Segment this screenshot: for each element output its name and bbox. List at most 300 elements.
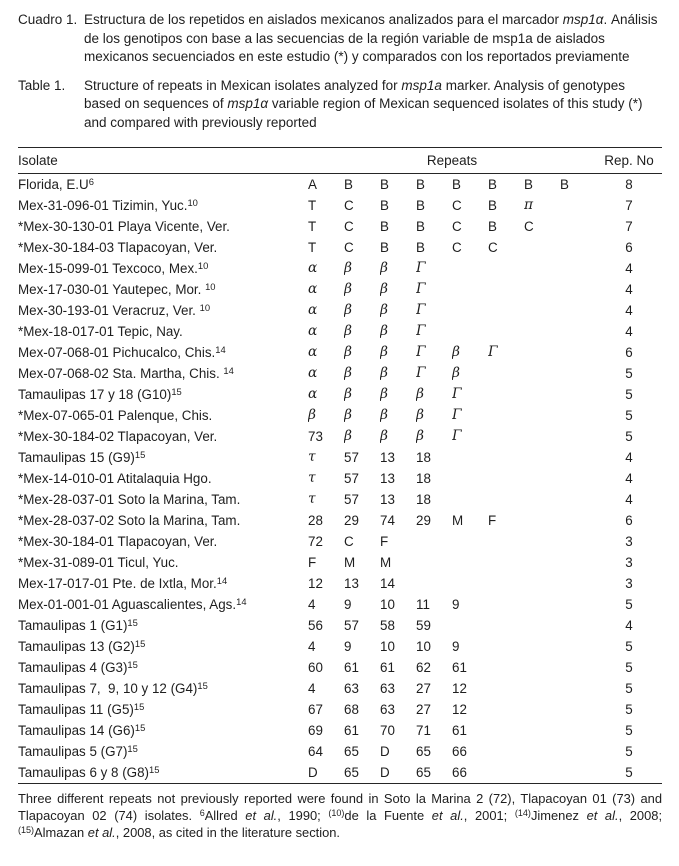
isolate-name: Mex-17-030-01 Yautepec, Mor.: [18, 282, 206, 297]
repeat-cell: [560, 552, 596, 573]
isolate-name: Tamaulipas 4 (G3): [18, 660, 128, 675]
repeat-cell: β: [380, 323, 388, 339]
repeat-cell: 57: [344, 450, 359, 465]
rep-no-cell: 5: [625, 408, 633, 423]
repeat-cell: [524, 720, 560, 741]
isolate-name: Tamaulipas 17 y 18 (G10): [18, 387, 172, 402]
caption-english: [18, 77, 662, 133]
repeat-cell: 66: [452, 744, 467, 759]
isolate-cell: [18, 279, 308, 300]
repeat-cell: [524, 363, 560, 384]
table-row: [18, 762, 662, 784]
repeat-cell: 65: [344, 744, 359, 759]
rep-no-cell: 5: [625, 723, 633, 738]
repeat-cell: [488, 762, 524, 784]
table-footnote: Three different repeats not previously reported were found in Soto la Marina 2 (72), Tlapacoyan 01 (73) and Tlapacoyan 02 (74) isolates. $^6$Allred et al., 1990; $^{(10)}$de la Fuente et al., 2001; $^{(14)}$Jimenez et al., 2008; $^{(15)}$Almazan et al., 2008, as cited in the literature section.: [18, 791, 663, 840]
repeat-cell: [560, 426, 596, 447]
isolate-superscript: 15: [127, 743, 138, 754]
isolate-name: *Mex-28-037-01 Soto la Marina, Tam.: [18, 492, 241, 507]
repeat-cell: [524, 741, 560, 762]
isolate-cell: [18, 195, 308, 216]
repeat-cell: 27: [416, 702, 431, 717]
rep-no-cell: 4: [625, 618, 633, 633]
repeat-cell: 13: [380, 450, 395, 465]
repeat-cell: β: [380, 260, 388, 276]
repeat-cell: [524, 321, 560, 342]
repeat-cell: 74: [380, 513, 395, 528]
repeat-cell: β: [344, 386, 352, 402]
rep-no-cell: 4: [625, 450, 633, 465]
isolate-cell: [18, 531, 308, 552]
table-row: [18, 468, 662, 489]
repeat-cell: β: [380, 365, 388, 381]
repeat-cell: [524, 384, 560, 405]
caption-spanish-text: Estructura de los repetidos en aislados mexicanos analizados para el marcador msp1α. Análisis de los genotipos con base a las secuencias de la región variable de msp1a de aislados mexicanos secuenciados en este estudio (*) y comparados con los reportados previamente: [84, 12, 658, 64]
repeat-cell: 61: [452, 660, 467, 675]
isolate-name: Tamaulipas 6 y 8 (G8): [18, 765, 149, 780]
isolate-name: *Mex-28-037-02 Soto la Marina, Tam.: [18, 513, 241, 528]
isolate-name: Tamaulipas 11 (G5): [18, 702, 134, 717]
isolate-superscript: 15: [127, 659, 138, 670]
isolate-cell: [18, 552, 308, 573]
repeat-cell: B: [380, 240, 389, 255]
repeat-cell: [452, 552, 488, 573]
repeat-cell: [524, 279, 560, 300]
isolate-name: *Mex-18-017-01 Tepic, Nay.: [18, 324, 183, 339]
isolate-name: *Mex-14-010-01 Atitalaquia Hgo.: [18, 471, 212, 486]
repeat-cell: β: [452, 365, 460, 381]
repeat-cell: B: [416, 219, 425, 234]
isolate-cell: [18, 384, 308, 405]
repeat-cell: [560, 699, 596, 720]
table-row: [18, 342, 662, 363]
table-row: [18, 552, 662, 573]
table-row: [18, 594, 662, 615]
isolate-name: Mex-15-099-01 Texcoco, Mex.: [18, 261, 198, 276]
rep-no-cell: 4: [625, 324, 633, 339]
repeat-cell: B: [344, 177, 353, 192]
repeat-cell: 4: [308, 639, 316, 654]
isolate-name: *Mex-30-184-03 Tlapacoyan, Ver.: [18, 240, 218, 255]
repeat-cell: T: [308, 219, 317, 234]
repeat-cell: β: [380, 302, 388, 318]
isolate-name: Mex-17-017-01 Pte. de Ixtla, Mor.: [18, 576, 217, 591]
repeat-cell: D: [380, 765, 390, 780]
isolate-superscript: 15: [134, 638, 146, 649]
table-row: [18, 489, 662, 510]
repeat-cell: [488, 636, 524, 657]
caption-spanish-label: Cuadro 1.: [18, 12, 78, 27]
repeat-cell: 10: [416, 639, 431, 654]
repeat-cell: [560, 279, 596, 300]
repeat-cell: Γ: [488, 344, 498, 360]
repeat-cell: F: [380, 534, 389, 549]
repeat-cell: τ: [308, 491, 316, 507]
isolate-cell: [18, 174, 308, 196]
repeat-cell: Γ: [416, 344, 426, 360]
rep-no-cell: 5: [625, 387, 633, 402]
repeat-cell: [452, 573, 488, 594]
repeat-cell: [524, 300, 560, 321]
repeat-cell: [524, 636, 560, 657]
isolate-cell: [18, 426, 308, 447]
repeat-cell: π: [524, 197, 534, 213]
repeat-cell: α: [308, 323, 318, 339]
isolate-name: Tamaulipas 13 (G2): [18, 639, 135, 654]
repeat-cell: [452, 615, 488, 636]
repeat-cell: 14: [380, 576, 395, 591]
repeat-cell: C: [452, 219, 462, 234]
isolate-superscript: 6: [88, 176, 94, 187]
repeat-cell: β: [416, 428, 424, 444]
table-row: [18, 741, 662, 762]
isolate-name: Mex-31-096-01 Tizimin, Yuc.: [18, 198, 188, 213]
repeat-cell: β: [344, 302, 352, 318]
repeat-cell: 57: [344, 471, 359, 486]
repeat-cell: 12: [452, 681, 467, 696]
repeat-cell: β: [380, 407, 388, 423]
repeat-cell: C: [488, 240, 498, 255]
repeat-cell: β: [416, 386, 424, 402]
rep-no-cell: 6: [625, 345, 633, 360]
isolate-superscript: 14: [223, 365, 234, 376]
repeat-cell: Γ: [416, 281, 426, 297]
repeat-cell: [524, 678, 560, 699]
rep-no-cell: 4: [625, 471, 633, 486]
repeat-cell: [524, 342, 560, 363]
repeat-cell: B: [524, 177, 533, 192]
repeat-cell: [452, 489, 488, 510]
repeat-cell: 4: [308, 597, 316, 612]
repeat-cell: [524, 615, 560, 636]
rep-no-cell: 4: [625, 492, 633, 507]
rep-no-cell: 5: [625, 765, 633, 780]
repeat-cell: 27: [416, 681, 431, 696]
repeat-cell: B: [416, 177, 425, 192]
rep-no-cell: 3: [625, 555, 633, 570]
isolate-superscript: 14: [215, 344, 226, 355]
repeat-cell: Γ: [452, 407, 462, 423]
repeat-cell: β: [380, 428, 388, 444]
repeat-cell: 70: [380, 723, 395, 738]
repeat-cell: M: [344, 555, 356, 570]
isolate-name: Tamaulipas 14 (G6): [18, 723, 135, 738]
repeat-cell: [560, 258, 596, 279]
repeat-cell: 4: [308, 681, 316, 696]
repeat-cell: β: [416, 407, 424, 423]
repeat-cell: [560, 741, 596, 762]
repeat-cell: 29: [416, 513, 431, 528]
rep-no-cell: 4: [625, 303, 633, 318]
table-row: [18, 174, 662, 196]
rep-no-cell: 5: [625, 744, 633, 759]
repeat-cell: 13: [380, 471, 395, 486]
repeat-cell: [524, 657, 560, 678]
repeat-cell: B: [452, 177, 461, 192]
table-row: [18, 426, 662, 447]
isolate-name: *Mex-30-184-01 Tlapacoyan, Ver.: [18, 534, 218, 549]
caption-spanish: [18, 11, 662, 67]
repeat-cell: [524, 552, 560, 573]
repeat-cell: [488, 615, 524, 636]
isolate-cell: [18, 699, 308, 720]
isolate-cell: [18, 300, 308, 321]
repeat-cell: [416, 531, 452, 552]
repeat-cell: 64: [308, 744, 323, 759]
repeat-cell: 13: [344, 576, 359, 591]
repeat-cell: 66: [452, 765, 467, 780]
isolate-superscript: 15: [127, 617, 138, 628]
repeat-cell: M: [452, 513, 464, 528]
repeat-cell: [560, 573, 596, 594]
rep-no-cell: 5: [625, 366, 633, 381]
table-row: [18, 300, 662, 321]
repeat-cell: [452, 531, 488, 552]
repeat-cell: Γ: [452, 428, 462, 444]
table-row: [18, 321, 662, 342]
repeat-cell: F: [308, 555, 317, 570]
table-header-row: [18, 148, 662, 174]
rep-no-cell: 8: [625, 177, 633, 192]
repeat-cell: [524, 510, 560, 531]
repeat-cell: β: [344, 323, 352, 339]
repeat-cell: β: [344, 428, 352, 444]
rep-no-cell: 5: [625, 702, 633, 717]
column-header-isolate: Isolate: [18, 148, 308, 174]
repeat-cell: [452, 468, 488, 489]
repeat-cell: [524, 405, 560, 426]
repeat-cell: Γ: [452, 386, 462, 402]
isolate-superscript: 15: [134, 722, 146, 733]
table-row: [18, 510, 662, 531]
repeat-cell: [452, 300, 488, 321]
column-header-rep-no: Rep. No: [596, 148, 662, 174]
repeat-cell: B: [416, 240, 425, 255]
repeat-cell: 10: [380, 597, 395, 612]
repeat-cell: 58: [380, 618, 395, 633]
isolate-name: Mex-01-001-01 Aguascalientes, Ags.: [18, 597, 237, 612]
repeat-cell: Γ: [416, 302, 426, 318]
repeat-cell: [560, 489, 596, 510]
repeat-cell: β: [452, 344, 460, 360]
repeat-cell: B: [488, 177, 497, 192]
rep-no-cell: 7: [625, 219, 633, 234]
repeat-cell: C: [344, 534, 354, 549]
repeat-cell: 62: [416, 660, 431, 675]
repeat-cell: B: [416, 198, 425, 213]
repeat-cell: β: [380, 281, 388, 297]
isolate-name: Tamaulipas 15 (G9): [18, 450, 135, 465]
repeat-cell: [488, 300, 524, 321]
repeat-cell: B: [488, 219, 497, 234]
repeat-cell: 13: [380, 492, 395, 507]
repeat-cell: 63: [380, 681, 395, 696]
isolate-cell: [18, 258, 308, 279]
table-row: [18, 447, 662, 468]
table-row: [18, 216, 662, 237]
repeat-cell: α: [308, 344, 318, 360]
repeat-cell: [488, 741, 524, 762]
repeat-cell: 18: [416, 450, 431, 465]
isolate-cell: [18, 762, 308, 784]
isolate-cell: [18, 657, 308, 678]
repeat-cell: β: [380, 344, 388, 360]
repeat-cell: [524, 594, 560, 615]
repeat-cell: [488, 552, 524, 573]
isolate-cell: [18, 363, 308, 384]
rep-no-cell: 7: [625, 198, 633, 213]
repeat-cell: 65: [416, 765, 431, 780]
isolate-cell: [18, 447, 308, 468]
repeat-cell: 65: [416, 744, 431, 759]
isolate-cell: [18, 594, 308, 615]
rep-no-cell: 5: [625, 639, 633, 654]
table-row: [18, 258, 662, 279]
repeat-cell: β: [344, 365, 352, 381]
repeat-cell: β: [380, 386, 388, 402]
repeat-cell: [524, 699, 560, 720]
repeat-cell: 65: [344, 765, 359, 780]
repeat-cell: 12: [452, 702, 467, 717]
rep-no-cell: 5: [625, 597, 633, 612]
repeat-cell: α: [308, 386, 318, 402]
repeat-cell: [560, 720, 596, 741]
repeat-cell: [488, 573, 524, 594]
repeat-cell: [488, 678, 524, 699]
isolate-cell: [18, 720, 308, 741]
table-row: [18, 195, 662, 216]
repeat-cell: 12: [308, 576, 323, 591]
rep-no-cell: 4: [625, 261, 633, 276]
repeat-cell: [560, 594, 596, 615]
repeat-cell: B: [560, 177, 569, 192]
repeat-cell: C: [452, 198, 462, 213]
repeat-cell: 71: [416, 723, 431, 738]
repeat-cell: α: [308, 260, 318, 276]
table-row: [18, 678, 662, 699]
repeat-cell: [524, 426, 560, 447]
isolate-superscript: 15: [197, 680, 208, 691]
repeat-cell: [524, 573, 560, 594]
repeat-cell: [488, 279, 524, 300]
isolate-name: Tamaulipas 1 (G1): [18, 618, 128, 633]
repeat-cell: α: [308, 365, 318, 381]
isolate-name: *Mex-07-065-01 Palenque, Chis.: [18, 408, 213, 423]
repeat-cell: 63: [380, 702, 395, 717]
repeat-cell: [560, 762, 596, 784]
repeat-cell: [488, 699, 524, 720]
caption-english-label: Table 1.: [18, 77, 66, 93]
repeat-cell: [488, 720, 524, 741]
repeat-cell: 73: [308, 429, 323, 444]
table-row: [18, 363, 662, 384]
repeat-cell: [488, 258, 524, 279]
column-header-repeats: Repeats: [308, 148, 596, 174]
repeat-cell: [560, 405, 596, 426]
isolate-superscript: 10: [199, 302, 211, 313]
repeat-cell: F: [488, 513, 497, 528]
repeat-cell: C: [452, 240, 462, 255]
repeat-cell: 61: [452, 723, 467, 738]
isolate-cell: [18, 489, 308, 510]
repeat-cell: [452, 258, 488, 279]
repeat-cell: 9: [452, 639, 460, 654]
rep-no-cell: 5: [625, 681, 633, 696]
repeat-cell: C: [524, 219, 534, 234]
isolate-superscript: 15: [171, 386, 182, 397]
table-row: [18, 720, 662, 741]
repeat-cell: β: [308, 407, 316, 423]
repeat-cell: [560, 447, 596, 468]
isolate-name: Mex-07-068-01 Pichucalco, Chis.: [18, 345, 216, 360]
repeat-cell: 61: [344, 660, 359, 675]
repeat-cell: C: [344, 240, 354, 255]
repeat-cell: 68: [344, 702, 359, 717]
repeat-cell: [560, 237, 596, 258]
isolate-superscript: 10: [187, 197, 198, 208]
isolate-name: Florida, E.U: [18, 177, 89, 192]
repeat-cell: [488, 489, 524, 510]
isolate-superscript: 15: [133, 701, 145, 712]
repeat-cell: [488, 447, 524, 468]
repeat-cell: [560, 636, 596, 657]
isolate-cell: [18, 237, 308, 258]
isolate-cell: [18, 468, 308, 489]
repeat-cell: [488, 363, 524, 384]
isolate-name: Tamaulipas 7, 9, 10 y 12 (G4): [18, 681, 198, 696]
repeat-cell: 61: [380, 660, 395, 675]
repeat-cell: [452, 447, 488, 468]
table-row: [18, 405, 662, 426]
rep-no-cell: 5: [625, 660, 633, 675]
repeat-cell: [524, 489, 560, 510]
repeat-cell: 9: [452, 597, 460, 612]
caption-english-text: Structure of repeats in Mexican isolates analyzed for msp1a marker. Analysis of genotypes based on sequences of msp1α variable region of Mexican sequenced isolates of this study (*) and compared with previously reported: [84, 77, 643, 130]
repeat-cell: 72: [308, 534, 323, 549]
rep-no-cell: 5: [625, 429, 633, 444]
repeats-table: [18, 147, 662, 784]
repeat-cell: C: [344, 198, 354, 213]
repeat-cell: [488, 531, 524, 552]
table-row: [18, 615, 662, 636]
repeat-cell: β: [344, 344, 352, 360]
isolate-name: *Mex-31-089-01 Ticul, Yuc.: [18, 555, 179, 570]
repeat-cell: [524, 468, 560, 489]
isolate-name: Mex-07-068-02 Sta. Martha, Chis.: [18, 366, 224, 381]
repeat-cell: β: [344, 407, 352, 423]
repeat-cell: [560, 531, 596, 552]
repeat-cell: 56: [308, 618, 323, 633]
repeat-cell: [560, 321, 596, 342]
table-row: [18, 657, 662, 678]
isolate-superscript: 15: [148, 764, 160, 775]
repeat-cell: 67: [308, 702, 323, 717]
repeat-cell: D: [380, 744, 390, 759]
repeat-cell: 63: [344, 681, 359, 696]
isolate-cell: [18, 678, 308, 699]
repeat-cell: β: [344, 281, 352, 297]
repeat-cell: C: [344, 219, 354, 234]
repeat-cell: [560, 615, 596, 636]
repeat-cell: Γ: [416, 365, 426, 381]
repeat-cell: 57: [344, 618, 359, 633]
repeat-cell: 9: [344, 597, 352, 612]
repeat-cell: τ: [308, 470, 316, 486]
repeat-cell: [560, 678, 596, 699]
isolate-superscript: 10: [205, 281, 216, 292]
repeat-cell: [452, 321, 488, 342]
rep-no-cell: 4: [625, 282, 633, 297]
